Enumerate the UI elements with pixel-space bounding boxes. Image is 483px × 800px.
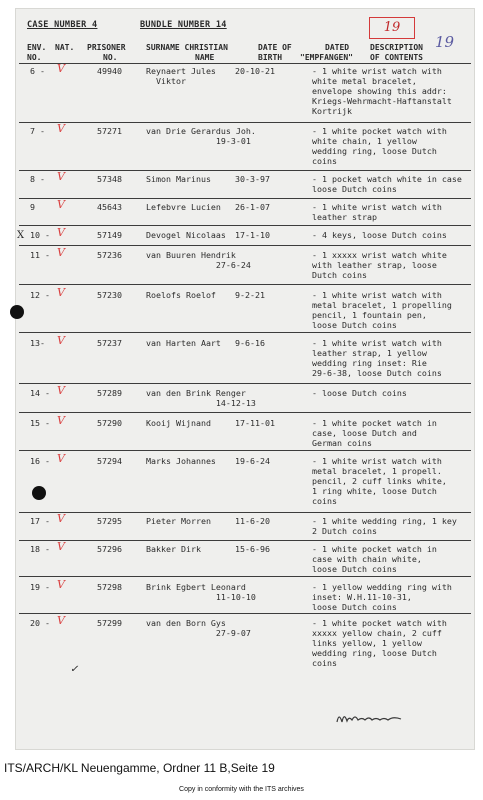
document-page bbox=[15, 8, 475, 750]
row-name: Kooij Wijnand bbox=[146, 418, 211, 428]
col-surname-sub: NAME bbox=[195, 53, 215, 62]
row-rule bbox=[19, 450, 471, 451]
row-prisoner-no: 57299 bbox=[97, 618, 122, 628]
row-nat-check: V bbox=[57, 614, 65, 627]
copy-note: Copy in conformity with the ITS archives bbox=[179, 786, 304, 793]
col-description-sub: OF CONTENTS bbox=[370, 53, 423, 62]
row-prisoner-no: 57294 bbox=[97, 456, 122, 466]
row-env: 11 - bbox=[30, 250, 50, 260]
row-nat-check: V bbox=[57, 578, 65, 591]
row-env: 10 - bbox=[30, 230, 50, 240]
row-env: 6 - bbox=[30, 66, 45, 76]
row-prisoner-no: 45643 bbox=[97, 202, 122, 212]
col-nat: NAT. bbox=[55, 43, 75, 52]
row-nat-check: V bbox=[57, 122, 65, 135]
signature bbox=[335, 708, 405, 728]
col-dated: DATED bbox=[325, 43, 350, 52]
case-number: CASE NUMBER 4 bbox=[27, 20, 98, 30]
row-nat-check: V bbox=[57, 286, 65, 299]
row-description: - 1 white wrist watch with metal bracelet, 1 propell. pencil, 2 cuff links white, 1 ring white, loose Dutch coins bbox=[312, 456, 447, 506]
row-birth: 26-1-07 bbox=[235, 202, 270, 212]
row-rule bbox=[19, 540, 471, 541]
row-prisoner-no: 57149 bbox=[97, 230, 122, 240]
col-env: ENV. bbox=[27, 43, 47, 52]
row-env: 8 - bbox=[30, 174, 45, 184]
col-surname: SURNAME CHRISTIAN bbox=[146, 43, 228, 52]
row-description: - 1 pocket watch white in case loose Dutch coins bbox=[312, 174, 462, 194]
col-birth-sub: BIRTH bbox=[258, 53, 283, 62]
row-rule bbox=[19, 512, 471, 513]
row-rule bbox=[19, 284, 471, 285]
row-nat-check: V bbox=[57, 334, 65, 347]
row-birth: 9-2-21 bbox=[235, 290, 265, 300]
row-birth: 17-11-01 bbox=[235, 418, 275, 428]
row-name: Simon Marinus bbox=[146, 174, 211, 184]
page-number-stamp: 19 bbox=[369, 17, 415, 39]
row-description: - 1 white pocket watch in case with chain white, loose Dutch coins bbox=[312, 544, 437, 574]
row-name: Devogel Nicolaas bbox=[146, 230, 226, 240]
col-dated-sub: "EMPFANGEN" bbox=[300, 53, 353, 62]
row-prisoner-no: 57271 bbox=[97, 126, 122, 136]
row-env: 12 - bbox=[30, 290, 50, 300]
row-name: Bakker Dirk bbox=[146, 544, 201, 554]
row-name: Reynaert Jules Viktor bbox=[146, 66, 216, 86]
row-description: - 4 keys, loose Dutch coins bbox=[312, 230, 447, 240]
check-mark: ✓ bbox=[70, 664, 79, 675]
row-nat-check: V bbox=[57, 452, 65, 465]
col-description: DESCRIPTION bbox=[370, 43, 423, 52]
row-name: van den Born Gys 27-9-07 bbox=[146, 618, 251, 638]
row-nat-check: V bbox=[57, 540, 65, 553]
row-nat-check: V bbox=[57, 198, 65, 211]
row-birth: 17-1-10 bbox=[235, 230, 270, 240]
header-rule bbox=[19, 63, 471, 64]
row-rule bbox=[19, 245, 471, 246]
row-env: 15 - bbox=[30, 418, 50, 428]
row-birth: 20-10-21 bbox=[235, 66, 275, 76]
row-name: Lefebvre Lucien bbox=[146, 202, 221, 212]
row-description: - 1 white pocket watch with xxxxx yellow chain, 2 cuff links yellow, 1 yellow wedding ring, loose Dutch coins bbox=[312, 618, 447, 668]
col-env-sub: NO. bbox=[27, 53, 42, 62]
row-prisoner-no: 57237 bbox=[97, 338, 122, 348]
row-env: 14 - bbox=[30, 388, 50, 398]
row-nat-check: V bbox=[57, 384, 65, 397]
col-prisoner: PRISONER bbox=[87, 43, 126, 52]
row-env: 18 - bbox=[30, 544, 50, 554]
row-rule bbox=[19, 225, 471, 226]
row-env: 7 - bbox=[30, 126, 45, 136]
row-birth: 30-3-97 bbox=[235, 174, 270, 184]
row-env: 13- bbox=[30, 338, 45, 348]
col-birth: DATE OF bbox=[258, 43, 292, 52]
row-env: 9 bbox=[30, 202, 35, 212]
row-prisoner-no: 49940 bbox=[97, 66, 122, 76]
row-name: Marks Johannes bbox=[146, 456, 216, 466]
bundle-number: BUNDLE NUMBER 14 bbox=[140, 20, 227, 30]
row-description: - 1 white pocket watch with white chain, 1 yellow wedding ring, loose Dutch coins bbox=[312, 126, 447, 166]
row-name: van Harten Aart bbox=[146, 338, 221, 348]
row-birth: 9-6-16 bbox=[235, 338, 265, 348]
row-birth: 15-6-96 bbox=[235, 544, 270, 554]
row-birth: 11-6-20 bbox=[235, 516, 270, 526]
row-env: 20 - bbox=[30, 618, 50, 628]
row-description: - 1 white wrist watch with metal bracelet, 1 propelling pencil, 1 fountain pen, loose Dutch coins bbox=[312, 290, 452, 330]
row-rule bbox=[19, 198, 471, 199]
row-prisoner-no: 57289 bbox=[97, 388, 122, 398]
row-description: - loose Dutch coins bbox=[312, 388, 407, 398]
row-description: - 1 white wrist watch with leather strap bbox=[312, 202, 442, 222]
row-nat-check: V bbox=[57, 226, 65, 239]
row-rule bbox=[19, 383, 471, 384]
row-env: 16 - bbox=[30, 456, 50, 466]
archive-source: ITS/ARCH/KL Neuengamme, Ordner 11 B,Seite 19 bbox=[4, 761, 275, 775]
row-description: - 1 white wrist watch with white metal bracelet, envelope showing this addr: Kriegs-Wehrmacht-Haftanstalt Kortrijk bbox=[312, 66, 452, 116]
row-nat-check: V bbox=[57, 512, 65, 525]
row-name: Pieter Morren bbox=[146, 516, 211, 526]
row-prisoner-no: 57236 bbox=[97, 250, 122, 260]
row-birth: 19-6-24 bbox=[235, 456, 270, 466]
col-prisoner-sub: NO. bbox=[103, 53, 118, 62]
row-nat-check: V bbox=[57, 414, 65, 427]
row-rule bbox=[19, 613, 471, 614]
row-name: van Drie Gerardus Joh. 19-3-01 bbox=[146, 126, 256, 146]
row-description: - 1 white wrist watch with leather strap, 1 yellow wedding ring inset: Rie 29-6-38, loose Dutch coins bbox=[312, 338, 442, 378]
row-name: Roelofs Roelof bbox=[146, 290, 216, 300]
row-prisoner-no: 57230 bbox=[97, 290, 122, 300]
row-name: van Buuren Hendrik 27-6-24 bbox=[146, 250, 251, 270]
row-prisoner-no: 57298 bbox=[97, 582, 122, 592]
row-env: 17 - bbox=[30, 516, 50, 526]
margin-x-mark: X bbox=[17, 230, 25, 241]
punch-hole bbox=[32, 486, 46, 500]
row-name: Brink Egbert Leonard 11-10-10 bbox=[146, 582, 256, 602]
row-nat-check: V bbox=[57, 170, 65, 183]
row-prisoner-no: 57295 bbox=[97, 516, 122, 526]
row-prisoner-no: 57290 bbox=[97, 418, 122, 428]
row-prisoner-no: 57296 bbox=[97, 544, 122, 554]
row-prisoner-no: 57348 bbox=[97, 174, 122, 184]
row-nat-check: V bbox=[57, 62, 65, 75]
row-rule bbox=[19, 170, 471, 171]
row-rule bbox=[19, 332, 471, 333]
row-rule bbox=[19, 576, 471, 577]
row-nat-check: V bbox=[57, 246, 65, 259]
punch-hole bbox=[10, 305, 24, 319]
row-env: 19 - bbox=[30, 582, 50, 592]
row-rule bbox=[19, 122, 471, 123]
row-name: van den Brink Renger 14-12-13 bbox=[146, 388, 256, 408]
row-description: - 1 yellow wedding ring with inset: W.H.11-10-31, loose Dutch coins bbox=[312, 582, 452, 612]
row-description: - 1 xxxxx wrist watch white with leather strap, loose Dutch coins bbox=[312, 250, 447, 280]
page-number-handwritten: 19 bbox=[435, 33, 455, 51]
row-description: - 1 white wedding ring, 1 key 2 Dutch coins bbox=[312, 516, 457, 536]
row-rule bbox=[19, 412, 471, 413]
row-description: - 1 white pocket watch in case, loose Dutch and German coins bbox=[312, 418, 437, 448]
